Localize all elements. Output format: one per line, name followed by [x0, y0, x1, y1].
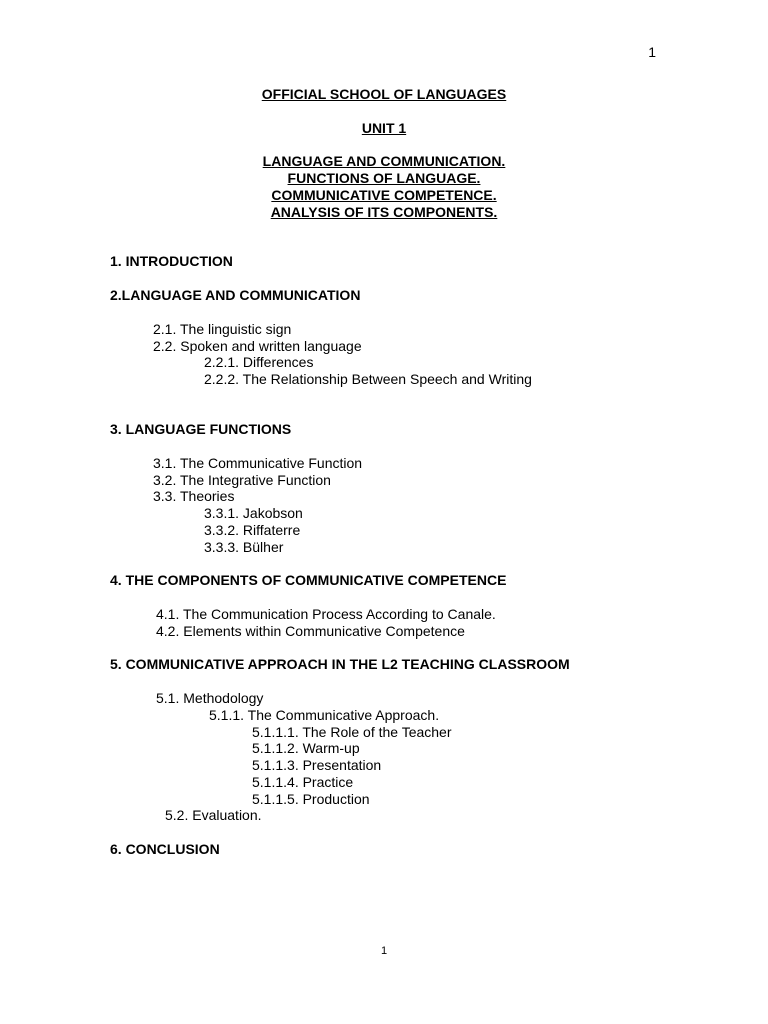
school-title: OFFICIAL SCHOOL OF LANGUAGES: [261, 86, 507, 102]
toc-item: 5.1.1.3. Presentation: [252, 757, 382, 773]
section-heading: 6. CONCLUSION: [110, 841, 220, 857]
toc-item: 4.2. Elements within Communicative Competence: [156, 623, 465, 639]
toc-item: 5.1. Methodology: [156, 690, 264, 706]
toc-item: 2.2. Spoken and written language: [153, 338, 362, 354]
toc-item: 5.1.1.4. Practice: [252, 774, 354, 790]
toc-item: 4.1. The Communication Process According to Canale.: [156, 606, 496, 622]
page-number-top: 1: [648, 44, 656, 60]
toc-item: 3.2. The Integrative Function: [153, 472, 331, 488]
toc-item: 3.3.1. Jakobson: [204, 505, 303, 521]
section-heading: 5. COMMUNICATIVE APPROACH IN THE L2 TEACHING CLASSROOM: [110, 656, 570, 672]
toc-item: 2.2.1. Differences: [204, 354, 314, 370]
toc-item: 5.2. Evaluation.: [165, 807, 262, 823]
toc-item: 3.3.3. Bülher: [204, 539, 284, 555]
section-heading: 4. THE COMPONENTS OF COMMUNICATIVE COMPETENCE: [110, 572, 507, 588]
unit-title-line: LANGUAGE AND COMMUNICATION.: [262, 153, 506, 169]
toc-item: 3.3.2. Riffaterre: [204, 522, 301, 538]
section-heading: 2.LANGUAGE AND COMMUNICATION: [110, 287, 361, 303]
toc-item: 5.1.1.5. Production: [252, 791, 370, 807]
toc-item: 5.1.1. The Communicative Approach.: [209, 707, 440, 723]
section-heading: 3. LANGUAGE FUNCTIONS: [110, 421, 292, 437]
page-number-bottom: 1: [380, 945, 388, 957]
unit-title-line: ANALYSIS OF ITS COMPONENTS.: [270, 204, 498, 220]
toc-item: 2.1. The linguistic sign: [153, 321, 292, 337]
toc-item: 5.1.1.2. Warm-up: [252, 740, 360, 756]
toc-item: 5.1.1.1. The Role of the Teacher: [252, 724, 452, 740]
toc-item: 2.2.2. The Relationship Between Speech and Writing: [204, 371, 532, 387]
section-heading: 1. INTRODUCTION: [110, 253, 233, 269]
toc-item: 3.1. The Communicative Function: [153, 455, 363, 471]
toc-item: 3.3. Theories: [153, 488, 235, 504]
unit-title-line: COMMUNICATIVE COMPETENCE.: [271, 187, 497, 203]
unit-title: UNIT 1: [361, 120, 407, 136]
unit-title-line: FUNCTIONS OF LANGUAGE.: [287, 170, 481, 186]
